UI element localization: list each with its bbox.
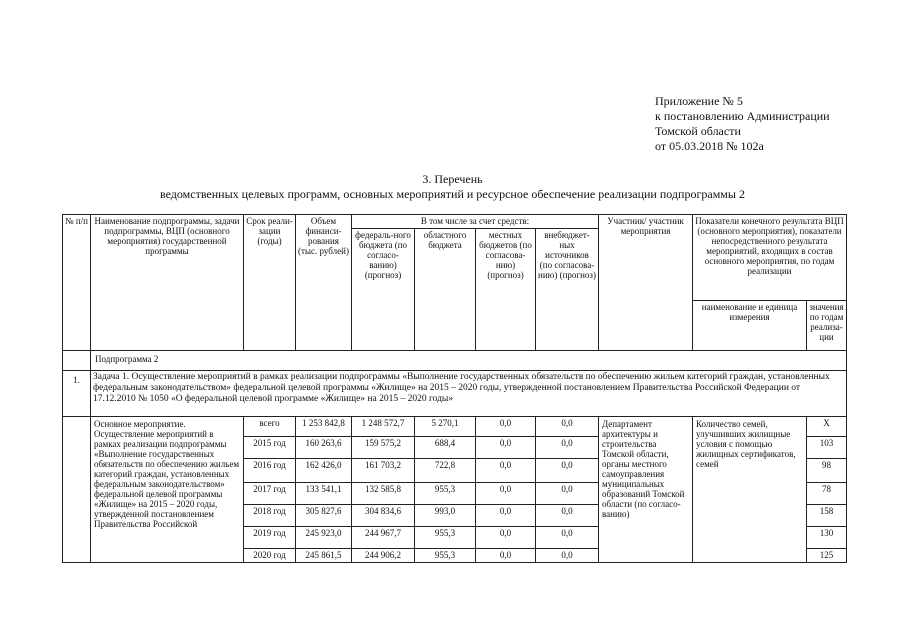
row-federal: 304 834,6 bbox=[352, 505, 415, 527]
row-volume: 305 827,6 bbox=[296, 505, 352, 527]
heading-line-1: 3. Перечень bbox=[422, 172, 483, 186]
task-num: 1. bbox=[63, 371, 91, 417]
appendix-block bbox=[655, 94, 830, 154]
row-local: 0,0 bbox=[476, 459, 536, 483]
row-regional: 993,0 bbox=[415, 505, 476, 527]
row-term: всего bbox=[244, 417, 296, 437]
row-offbudget: 0,0 bbox=[536, 505, 599, 527]
row-value: 125 bbox=[807, 549, 847, 563]
row-offbudget: 0,0 bbox=[536, 417, 599, 437]
row-term: 2018 год bbox=[244, 505, 296, 527]
header-participant: Участник/ участник мероприятия bbox=[599, 215, 693, 351]
row-federal: 161 703,2 bbox=[352, 459, 415, 483]
heading-line-2: ведомственных целевых программ, основных мероприятий и ресурсное обеспечение реализации подпрограммы 2 bbox=[160, 187, 745, 201]
row-term: 2017 год bbox=[244, 483, 296, 505]
row-local: 0,0 bbox=[476, 417, 536, 437]
row-federal: 159 575,2 bbox=[352, 437, 415, 459]
row-value: Х bbox=[807, 417, 847, 437]
row-offbudget: 0,0 bbox=[536, 549, 599, 563]
row-term: 2019 год bbox=[244, 527, 296, 549]
row-local: 0,0 bbox=[476, 505, 536, 527]
row-local: 0,0 bbox=[476, 527, 536, 549]
row-value: 78 bbox=[807, 483, 847, 505]
appendix-line-4: от 05.03.2018 № 102а bbox=[655, 139, 764, 153]
header-volume: Объем финанси-рования (тыс. рублей) bbox=[296, 215, 352, 351]
header-term: Срок реали-зации (годы) bbox=[244, 215, 296, 351]
row-local: 0,0 bbox=[476, 483, 536, 505]
row-value: 130 bbox=[807, 527, 847, 549]
measure-num-cell bbox=[63, 417, 91, 563]
header-indicators: Показатели конечного результата ВЦП (основного мероприятия), показатели непосредственного результата мероприятий, входящих в состав основного мероприятия, по годам реализации bbox=[693, 215, 847, 301]
subprogram-title: Подпрограмма 2 bbox=[91, 351, 847, 371]
row-volume: 160 263,6 bbox=[296, 437, 352, 459]
subprogram-num-cell bbox=[63, 351, 91, 371]
measure-name: Основное мероприятие. Осуществление мероприятий в рамках реализации подпрограммы «Выполнение государственных обязательств по обеспечению жильем категорий граждан, установленных федеральным законодательством» федеральной целевой программы «Жилище» на 2015 – 2020 годы, утвержденной постановлением Правительства Российской bbox=[94, 419, 240, 529]
header-num: № п/п bbox=[63, 215, 91, 351]
row-volume: 162 426,0 bbox=[296, 459, 352, 483]
row-regional: 688,4 bbox=[415, 437, 476, 459]
row-offbudget: 0,0 bbox=[536, 459, 599, 483]
row-federal: 244 906,2 bbox=[352, 549, 415, 563]
row-regional: 5 270,1 bbox=[415, 417, 476, 437]
indicator-cell: Количество семей, улучшивших жилищные условия с помощью жилищных сертификатов, семей bbox=[693, 417, 807, 563]
row-regional: 955,3 bbox=[415, 527, 476, 549]
row-value: 98 bbox=[807, 459, 847, 483]
header-indicator-values: значения по годам реализа-ции bbox=[807, 301, 847, 351]
header-local: местных бюджетов (по согласова-нию) (прогноз) bbox=[476, 229, 536, 351]
row-federal: 1 248 572,7 bbox=[352, 417, 415, 437]
measure-name-cell bbox=[91, 417, 244, 563]
row-federal: 132 585,8 bbox=[352, 483, 415, 505]
row-value: 158 bbox=[807, 505, 847, 527]
row-volume: 245 923,0 bbox=[296, 527, 352, 549]
resource-table bbox=[62, 214, 847, 563]
header-federal: федераль-ного бюджета (по согласо-ванию) (прогноз) bbox=[352, 229, 415, 351]
row-local: 0,0 bbox=[476, 437, 536, 459]
header-regional: областного бюджета bbox=[415, 229, 476, 351]
row-offbudget: 0,0 bbox=[536, 437, 599, 459]
row-value: 103 bbox=[807, 437, 847, 459]
row-federal: 244 967,7 bbox=[352, 527, 415, 549]
appendix-line-3: Томской области bbox=[655, 124, 741, 138]
row-volume: 245 861,5 bbox=[296, 549, 352, 563]
row-volume: 133 541,1 bbox=[296, 483, 352, 505]
row-term: 2015 год bbox=[244, 437, 296, 459]
task-text: Задача 1. Осуществление мероприятий в рамках реализации подпрограммы «Выполнение государственных обязательств по обеспечению жильем категорий граждан, установленных федеральным законодательством» федеральной целевой программы «Жилище» на 2015 – 2020 годы, утвержденной постановлением Правительства Российской Федерации от 17.12.2010 № 1050 «О федеральной целевой программе «Жилище» на 2015 – 2020 годы» bbox=[91, 371, 847, 417]
document-heading bbox=[0, 172, 905, 202]
row-local: 0,0 bbox=[476, 549, 536, 563]
row-term: 2020 год bbox=[244, 549, 296, 563]
header-indicator-name: наименование и единица измерения bbox=[693, 301, 807, 351]
row-volume: 1 253 842,8 bbox=[296, 417, 352, 437]
header-offbudget: внебюджет-ных источников (по согласова-нию) (прогноз) bbox=[536, 229, 599, 351]
row-offbudget: 0,0 bbox=[536, 483, 599, 505]
row-regional: 955,3 bbox=[415, 549, 476, 563]
row-regional: 955,3 bbox=[415, 483, 476, 505]
header-including: В том числе за счет средств: bbox=[352, 215, 599, 229]
row-regional: 722,8 bbox=[415, 459, 476, 483]
row-term: 2016 год bbox=[244, 459, 296, 483]
participant-cell: Департамент архитектуры и строительства Томской области, органы местного самоуправления муниципальных образований Томской области (по согласо-ванию) bbox=[599, 417, 693, 563]
header-name: Наименование подпрограммы, задачи подпрограммы, ВЦП (основного мероприятия) государственной программы bbox=[91, 215, 244, 351]
row-offbudget: 0,0 bbox=[536, 527, 599, 549]
appendix-line-1: Приложение № 5 bbox=[655, 94, 743, 108]
appendix-line-2: к постановлению Администрации bbox=[655, 109, 830, 123]
